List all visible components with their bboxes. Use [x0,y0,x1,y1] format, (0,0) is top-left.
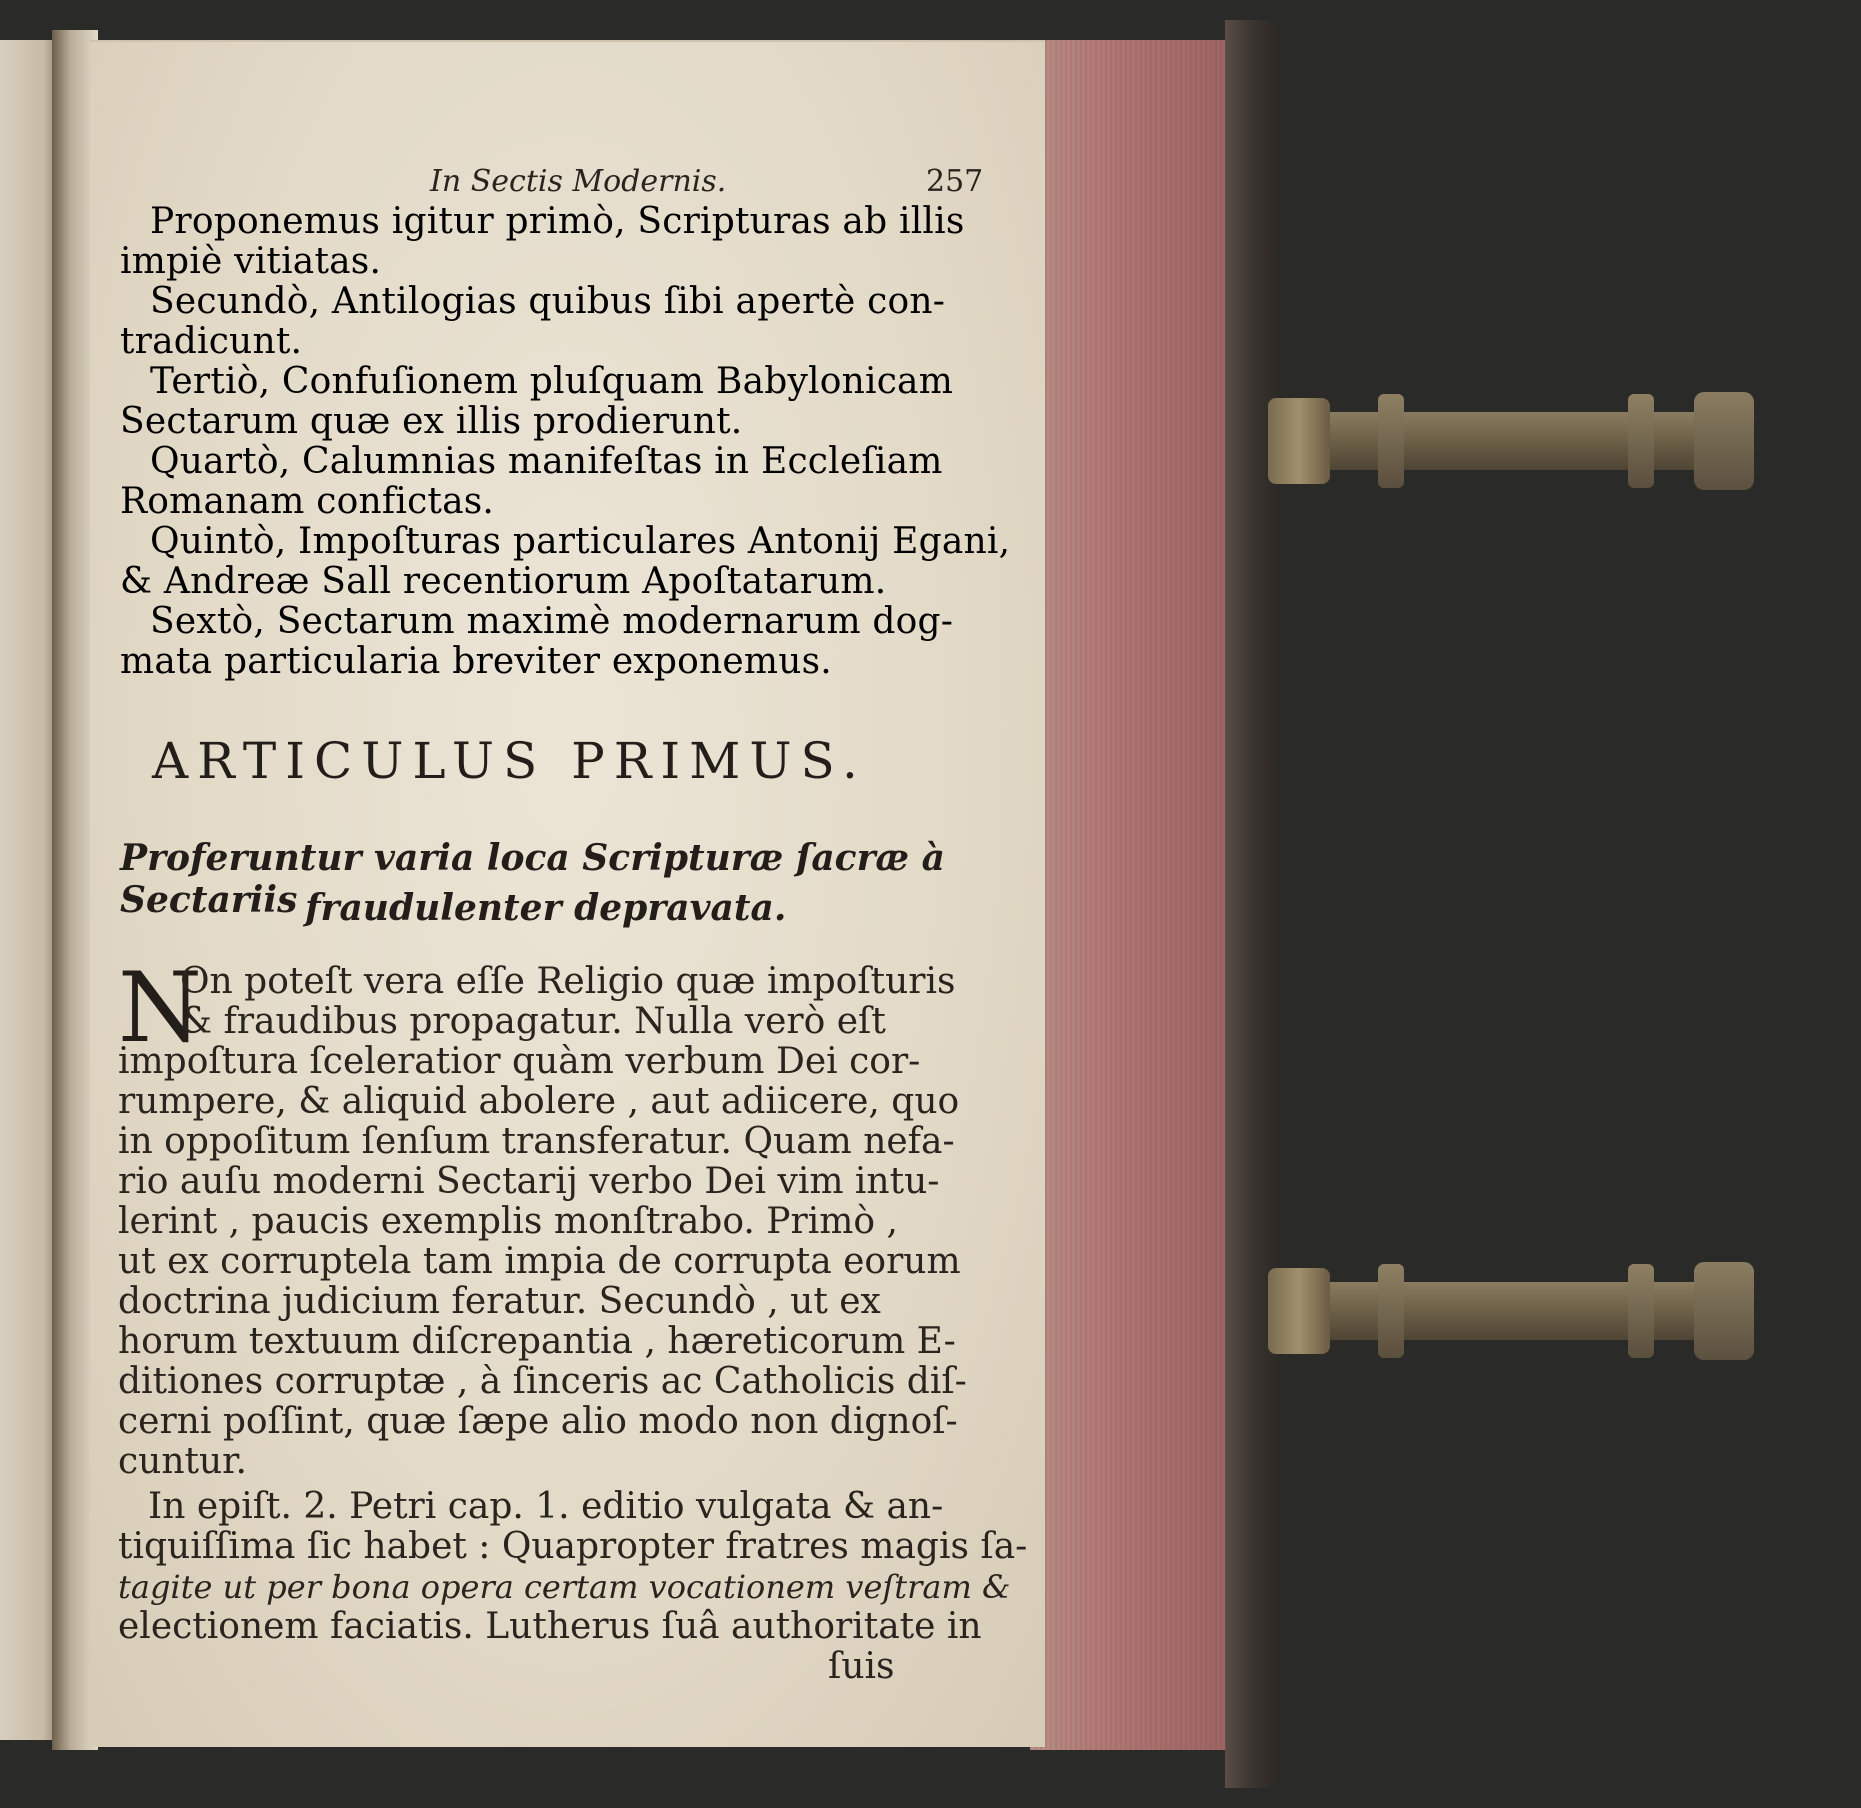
body-line: In epiſt. 2. Petri cap. 1. editio vulgata & an- [148,1486,944,1527]
subtitle-line: Proferuntur varia loca Scripturæ ſacræ à Sectariis [120,837,945,921]
body-line: lerint , paucis exemplis monſtrabo. Primò , [118,1201,898,1242]
top-clasp [1268,412,1746,470]
book-page [90,40,1045,1747]
intro-line: Tertiò, Confuſionem pluſquam Babylonicam [150,361,954,402]
article-title: ARTICULUS PRIMUS. [152,732,867,790]
drop-cap: N [118,952,202,1064]
intro-line: tradicunt. [120,321,303,362]
body-line: tiquiſſima ſic habet : Quapropter fratres magis ſa- [118,1526,1028,1567]
clasp-knob [1628,1264,1654,1358]
body-line: cerni poſſint, quæ ſæpe alio modo non dignoſ- [118,1401,958,1442]
body-line: ut ex corruptela tam impia de corrupta eorum [118,1241,961,1282]
intro-line: impiè vitiatas. [120,241,382,282]
intro-line: Quintò, Impoſturas particulares Antonij Egani, [150,521,1011,562]
body-line: horum textuum diſcrepantia , hæreticorum E- [118,1321,956,1362]
body-line: cuntur. [118,1441,247,1482]
intro-line: mata particularia breviter exponemus. [120,641,832,682]
clasp-knob [1628,394,1654,488]
bottom-clasp [1268,1282,1746,1340]
body-line: On poteſt vera eſſe Religio quæ impoſturis [180,961,956,1002]
body-line: rio auſu moderni Sectarij verbo Dei vim intu- [118,1161,940,1202]
clasp-end [1694,392,1754,490]
clasp-knob [1378,394,1404,488]
body-line: electionem faciatis. Lutherus ſuâ authoritate in [118,1606,982,1647]
body-line: in oppoſitum ſenſum transferatur. Quam nefa- [118,1121,955,1162]
clasp-end [1694,1262,1754,1360]
body-line: doctrina judicium feratur. Secundò , ut ex [118,1281,881,1322]
body-line: impoſtura ſceleratior quàm verbum Dei cor- [118,1041,921,1082]
book-cover-spine [1225,20,1277,1788]
clasp-knob [1378,1264,1404,1358]
running-head: In Sectis Modernis. [430,164,727,199]
intro-line: Secundò, Antilogias quibus ſibi apertè con- [150,281,946,322]
body-line: tagite ut per bona opera certam vocationem veſtram & [118,1568,1011,1606]
clasp-hinge [1268,398,1330,484]
catchword: ſuis [828,1646,895,1687]
clasp-hinge [1268,1268,1330,1354]
intro-line: Romanam confictas. [120,481,495,522]
body-line: & fraudibus propagatur. Nulla verò eſt [180,1001,886,1042]
body-line: rumpere, & aliquid abolere , aut adiicere, quo [118,1081,960,1122]
page-number: 257 [926,164,984,199]
intro-line: Sextò, Sectarum maximè modernarum dog- [150,601,954,642]
intro-line: Sectarum quæ ex illis prodierunt. [120,401,743,442]
intro-line: & Andreæ Sall recentiorum Apoſtatarum. [120,561,887,602]
subtitle-line: fraudulenter depravata. [305,887,787,929]
body-line: ditiones corruptæ , à ſinceris ac Catholicis diſ- [118,1361,967,1402]
page-block-edge [1030,40,1232,1750]
intro-line: Quartò, Calumnias manifeſtas in Eccleſiam [150,441,943,482]
intro-line: Proponemus igitur primò, Scripturas ab illis [150,201,965,242]
